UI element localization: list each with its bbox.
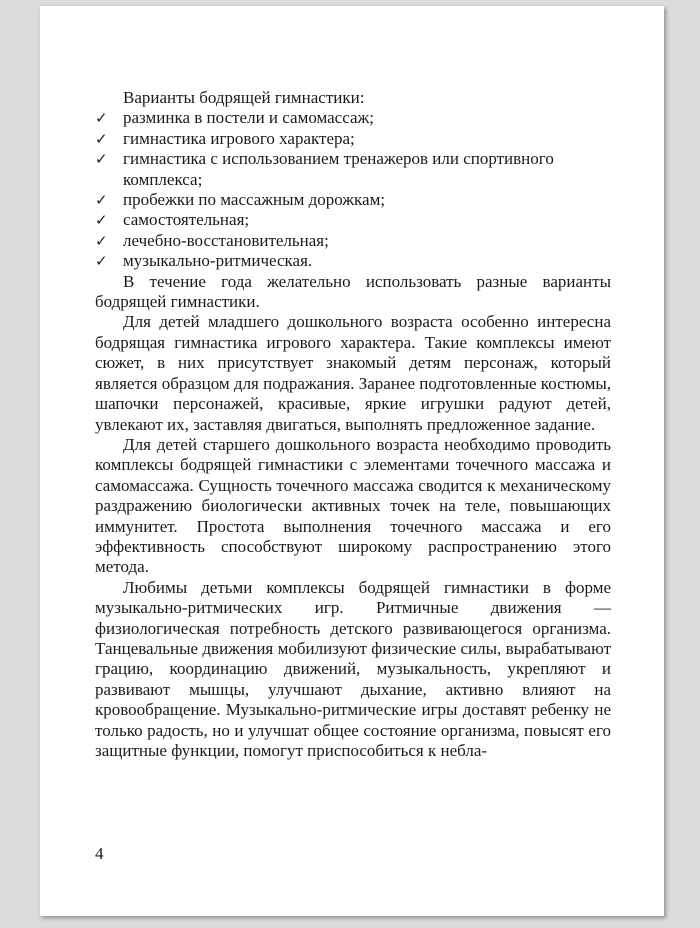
- checkmark-icon: ✓: [95, 109, 108, 128]
- checkmark-icon: ✓: [95, 129, 108, 148]
- list-item-text: самостоятельная;: [123, 210, 250, 230]
- page-number: 4: [95, 844, 104, 863]
- list-item: [95, 251, 611, 271]
- list-item-text: пробежки по массажным дорожкам;: [123, 190, 386, 210]
- list-item: [95, 149, 611, 190]
- paragraph-year-variants: В течение года желательно использовать разные варианты бодрящей гимнастики.: [95, 271, 611, 312]
- checkmark-icon: ✓: [95, 211, 108, 230]
- list-item: [95, 108, 611, 128]
- list-item-text: разминка в постели и самомассаж;: [123, 108, 374, 128]
- document-page: [40, 6, 664, 916]
- list-item: [95, 190, 611, 210]
- checkmark-icon: ✓: [95, 252, 108, 271]
- paragraph-musical-games: Любимы детьми комплексы бодрящей гимнастики в форме музыкально-ритмических игр. Ритмичные движения — физиологическая потребность детского развивающегося организма. Танцевальные движения мобилизуют физические силы, вырабатывают грацию, координацию движений, музыкальность, укрепляют и развивают мышцы, улучшают дыхание, активно влияют на кровообращение. Музыкально-ритмические игры доставят ребенку не только радость, но и улучшат общее состояние организма, повысят его защитные функции, помогут приспособиться к небла-: [95, 577, 611, 760]
- list-item: [95, 231, 611, 251]
- checkmark-icon: ✓: [95, 191, 108, 210]
- list-item: [95, 210, 611, 230]
- list-item-text: гимнастика с использованием тренажеров или спортивного комплекса;: [123, 149, 554, 189]
- list-item-text: гимнастика игрового характера;: [123, 128, 355, 148]
- paragraph-younger-children: Для детей младшего дошкольного возраста особенно интересна бодрящая гимнастика игрового характера. Такие комплексы имеют сюжет, в них присутствует знакомый детям персонаж, который является образцом для подражания. Заранее подготовленные костюмы, шапочки персонажей, красивые, яркие игрушки радуют детей, увлекают их, заставляя двигаться, выполнять предложенное задание.: [95, 312, 612, 434]
- page-content: [95, 88, 611, 761]
- checkmark-icon: ✓: [95, 231, 108, 250]
- checkmark-icon: ✓: [95, 150, 108, 169]
- paragraph-older-children: Для детей старшего дошкольного возраста необходимо проводить комплексы бодрящей гимнастики с элементами точечного массажа и самомассажа. Сущность точечного массажа сводится к механическому раздражению биологически активных точек на теле, повышающих иммунитет. Простота выполнения точечного массажа и его эффективность способствуют широкому распространению этого метода.: [95, 434, 611, 577]
- list-item: [95, 129, 611, 149]
- list-item-text: лечебно-восстановительная;: [123, 230, 329, 250]
- gymnastics-variants-list: [95, 108, 611, 271]
- list-item-text: музыкально-ритмическая.: [123, 251, 313, 271]
- list-intro: Варианты бодрящей гимнастики:: [123, 88, 365, 107]
